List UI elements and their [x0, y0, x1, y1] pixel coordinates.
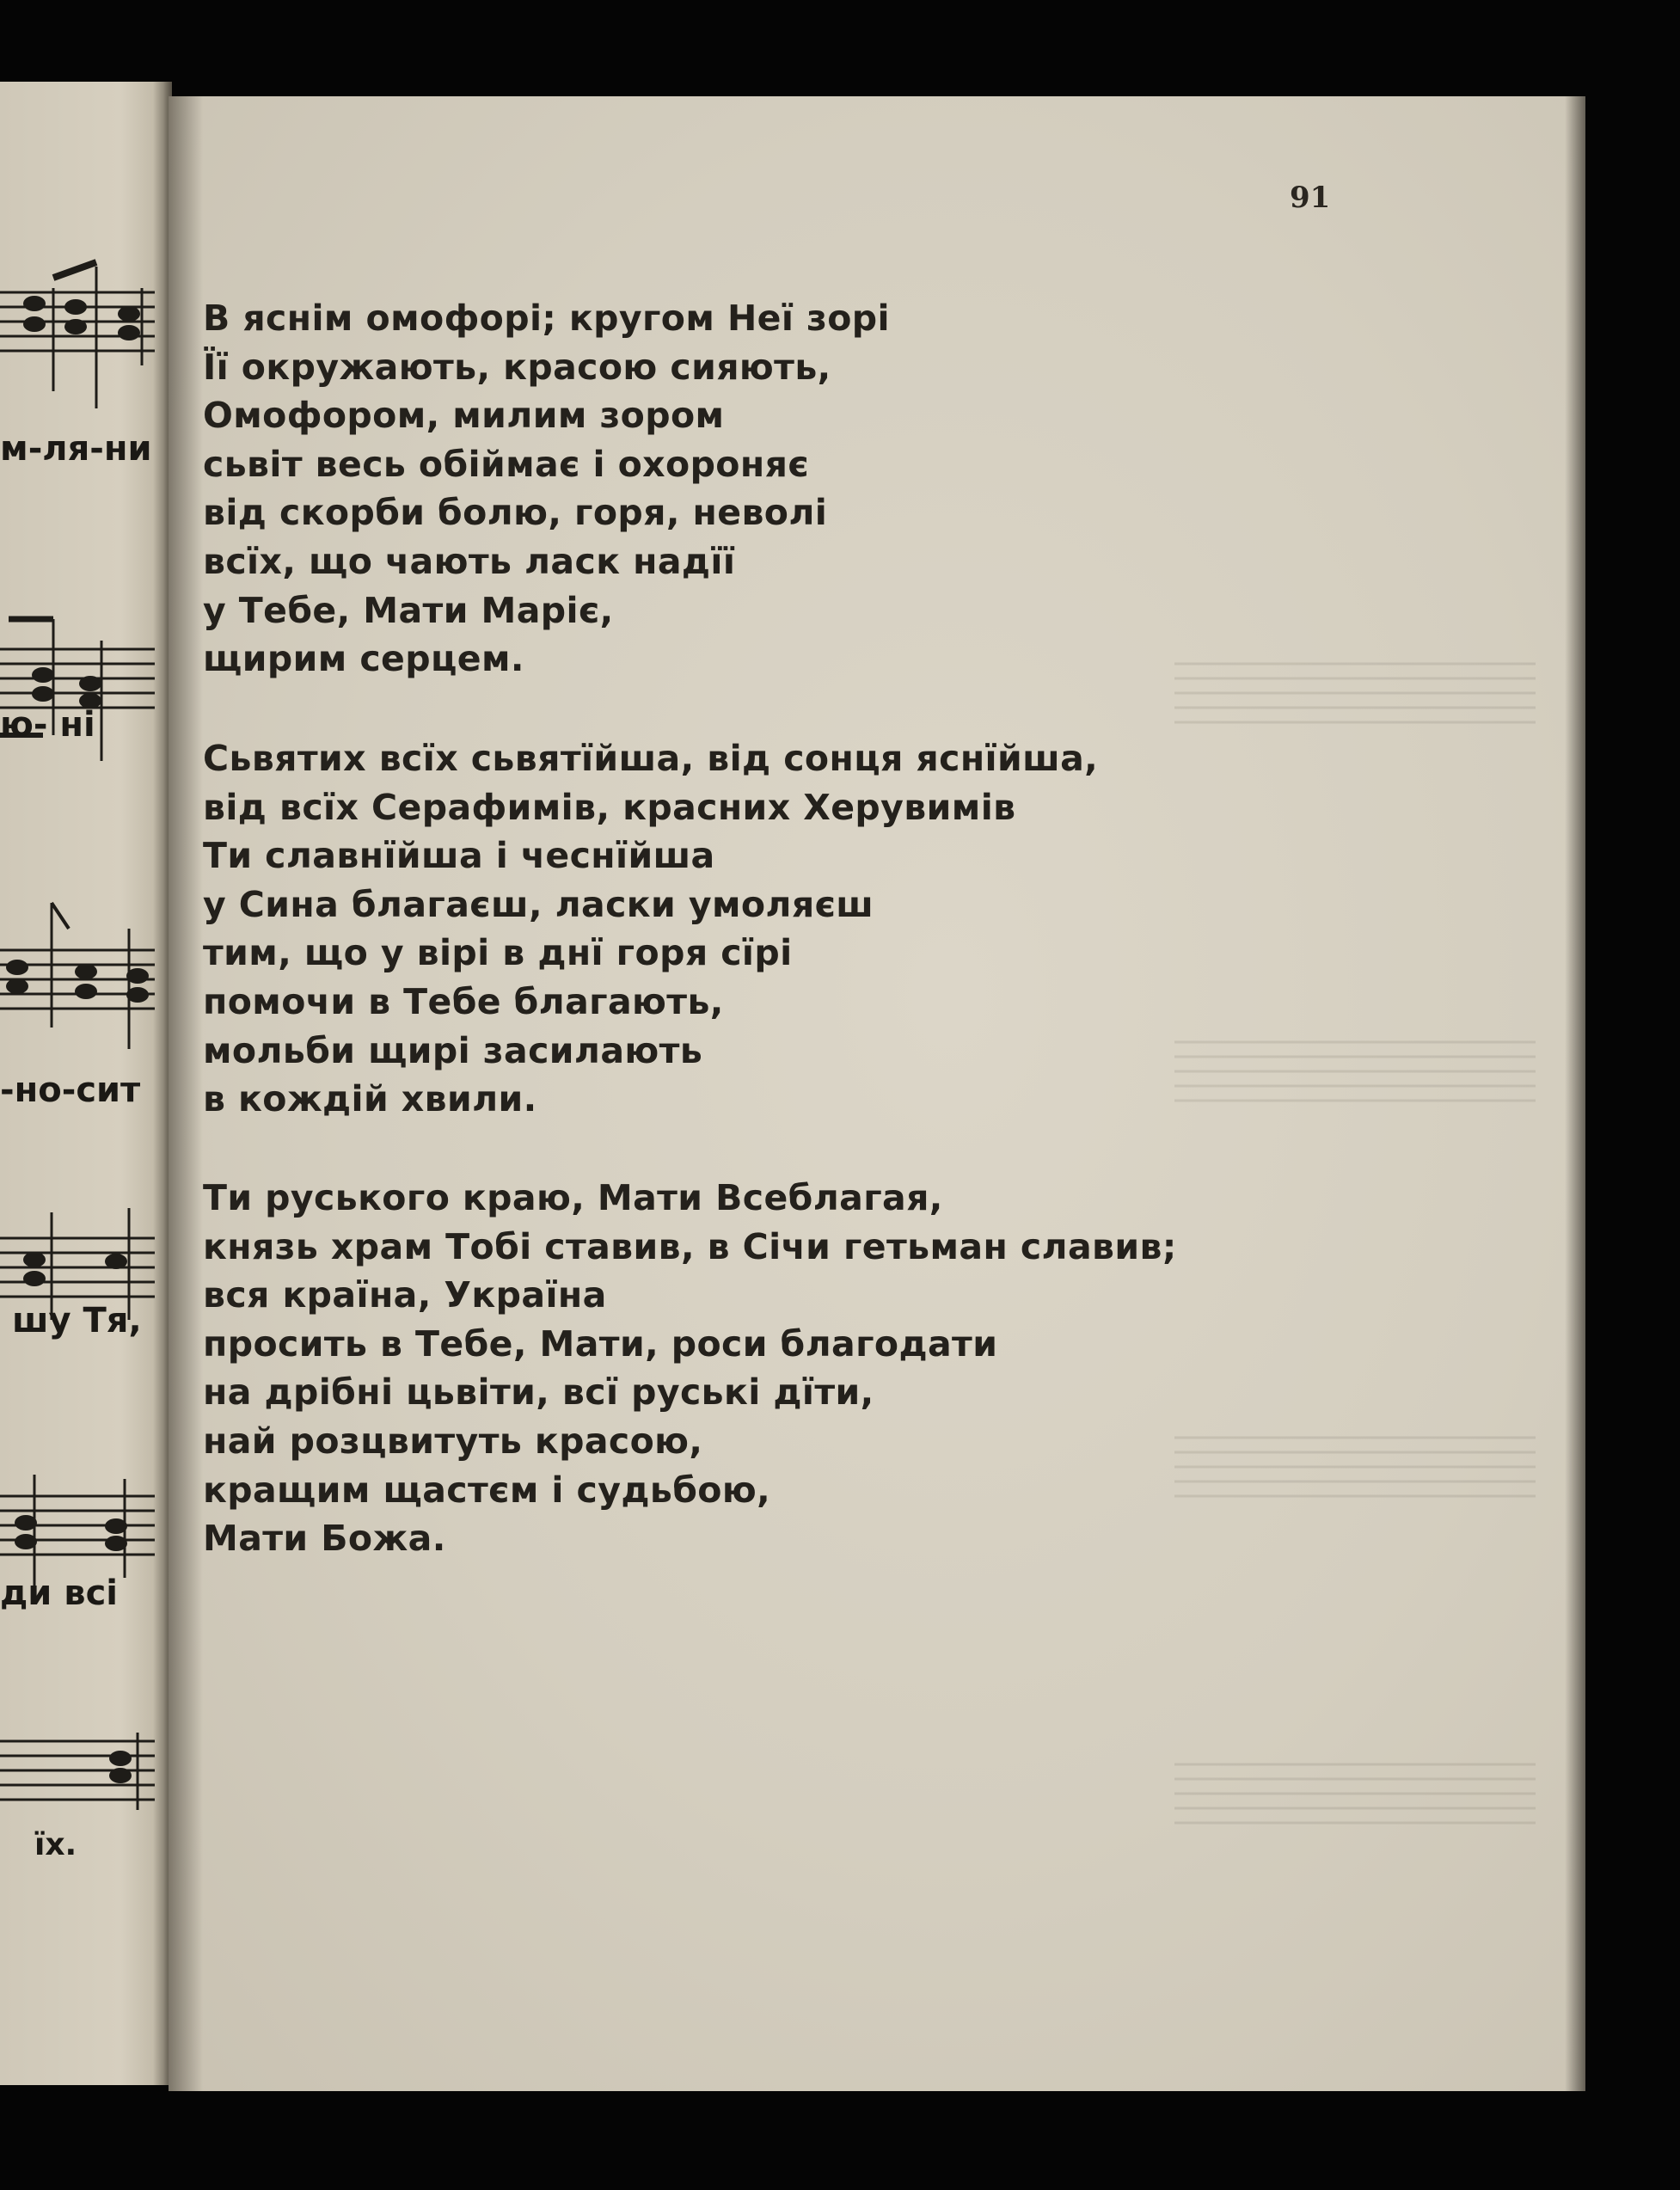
verse-line: Сьвятих всїх сьвятїйша, від сонця яснїйша, [203, 738, 1099, 779]
left-lyric-fragment: шу Тя, [12, 1301, 142, 1340]
verse-line: у Сина благаєш, ласки умоляєш [203, 883, 874, 925]
verse-line: Мати Божа. [203, 1518, 446, 1560]
verse-line: щирим серцем. [203, 638, 524, 680]
stanza [203, 734, 1098, 1124]
verse-line: від всїх Серафимів, красних Херувимів [203, 786, 1016, 828]
page-edge-shadow [1565, 96, 1585, 2091]
verse-line: від скорби болю, горя, неволі [203, 492, 828, 534]
gutter-shadow [169, 96, 203, 2091]
verse-line: всїх, що чають ласк надїї [203, 540, 736, 582]
left-lyric-fragment: ди всі [0, 1573, 118, 1613]
verse-line: Ти руського краю, Мати Всеблагая, [203, 1177, 943, 1218]
bleed-through [1174, 251, 1553, 1971]
stanza [203, 294, 890, 684]
verse-line: В яснім омофорі; кругом Неї зорі [203, 298, 891, 339]
verse-line: мольби щирі засилають [203, 1029, 703, 1071]
verse-line: в кождій хвили. [203, 1078, 537, 1120]
stanza [203, 1174, 1177, 1563]
verse-line: на дрібні цьвіти, всї руські дїти, [203, 1371, 874, 1414]
verse-line: у Тебе, Мати Маріє, [203, 589, 614, 631]
left-page [0, 82, 172, 2085]
left-lyric-fragment: м-ля-ни [0, 429, 152, 469]
verse-line: тим, що у вірі в днї горя сїрі [203, 932, 793, 974]
verse-line: просить в Тебе, Мати, роси благодати [203, 1322, 998, 1365]
verse-line: князь храм Тобі ставив, в Січи гетьман славив; [203, 1225, 1177, 1267]
verse-line: Омофором, милим зором [203, 395, 725, 437]
left-lyric-fragment: -но-сит [0, 1070, 141, 1110]
verse-line: Її окружають, красою сияють, [203, 346, 831, 388]
left-lyric-fragment: їх. [34, 1827, 77, 1862]
verse-line: Ти славнїйша і чеснїйша [203, 835, 715, 877]
verse-line: вся країна, Україна [203, 1274, 607, 1316]
page-number: 91 [1290, 181, 1331, 215]
left-lyric-fragment: ю- ні [0, 705, 95, 745]
right-page [169, 96, 1585, 2091]
verse-line: помочи в Тебе благають, [203, 980, 724, 1022]
verse-line: най розцвитуть красою, [203, 1420, 703, 1462]
verse-line: сьвіт весь обіймає і охороняє [203, 443, 810, 485]
verse-line: кращим щастєм і судьбою, [203, 1469, 771, 1511]
